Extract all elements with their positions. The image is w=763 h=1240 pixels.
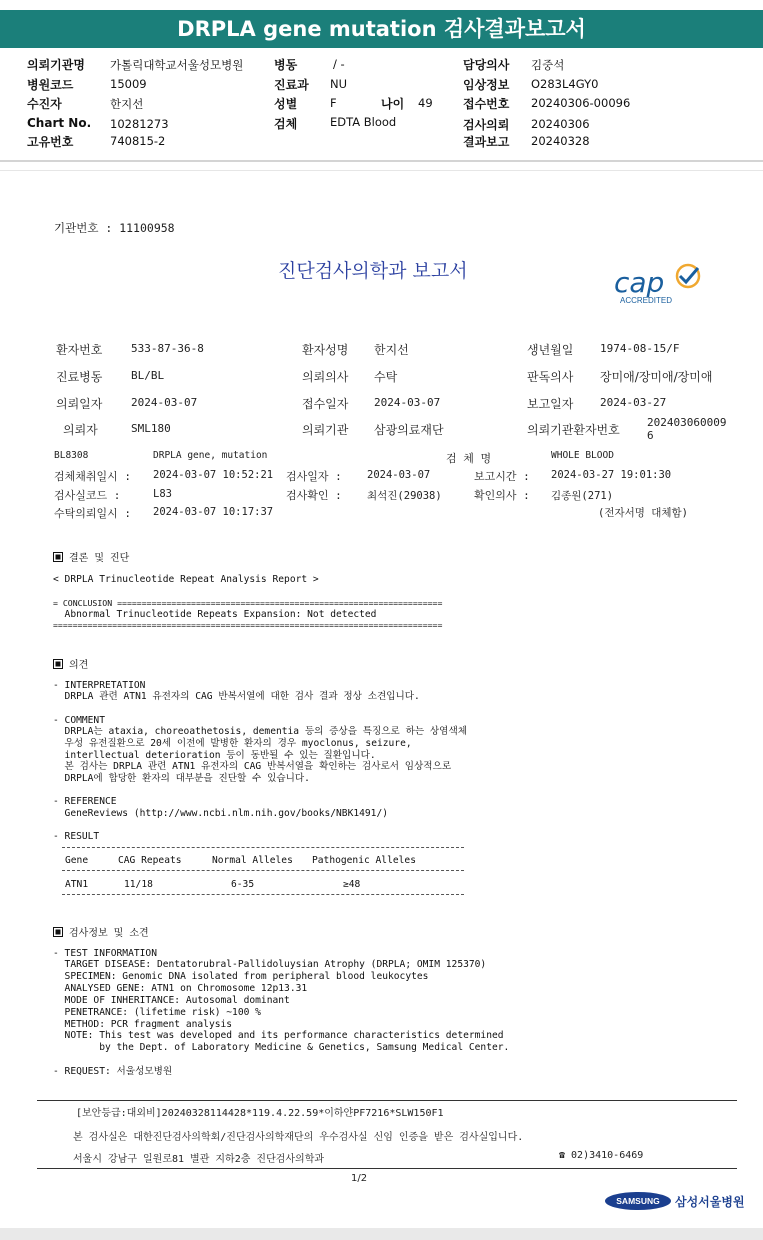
reference-link[interactable]: GeneReviews (http://www.ncbi.nlm.nih.gov/books/NBK1491/)	[53, 808, 389, 819]
value-test-request: 20240306	[531, 117, 590, 131]
footer-top-rule	[37, 1100, 737, 1101]
section-opinion	[53, 656, 88, 671]
value-confirm-doctor: 김종원(271)	[551, 490, 614, 502]
value-collect-time: 2024-03-07 10:52:21	[153, 469, 274, 481]
value-unique-no: 740815-2	[110, 134, 166, 148]
label-specimen-name: 검 체 명	[446, 452, 492, 465]
test-info-head: - TEST INFORMATION	[53, 948, 157, 959]
square-bullet-icon	[53, 659, 63, 669]
bottom-bar	[0, 1228, 763, 1240]
test-info-line: METHOD: PCR fragment analysis	[53, 1019, 233, 1030]
value-specimen: EDTA Blood	[330, 115, 397, 129]
value-birth-date: 1974-08-15/F	[600, 342, 680, 355]
label-receipt-date: 접수일자	[302, 397, 349, 411]
address-line: 서울시 강남구 일원로81 별관 지하2층 진단검사의학과	[73, 1154, 325, 1165]
report-heading: 진단검사의학과 보고서	[278, 260, 468, 282]
samsung-logo	[605, 1190, 745, 1214]
value-test-date: 2024-03-07	[367, 469, 431, 481]
value-sex: F	[330, 96, 337, 110]
section-result-title: 결론 및 진단	[69, 553, 130, 564]
table-cell-cag: 11/18	[124, 879, 153, 890]
value-report-time: 2024-03-27 19:01:30	[551, 469, 672, 481]
comment-line: 본 검사는 DRPLA 관련 ATN1 유전자의 CAG 반복서열을 확인하는 검사로서 임상적으로	[53, 761, 452, 772]
value-patient-no: 533-87-36-8	[131, 342, 204, 355]
label-ward: 병동	[274, 58, 298, 72]
table-cell-pathogenic: ≥48	[343, 879, 361, 890]
cap-sub: ACCREDITED	[620, 296, 673, 305]
label-test-date: 검사일자 :	[286, 470, 342, 483]
label-requesting-institution: 의뢰기관명	[27, 58, 85, 72]
footer-bottom-rule	[37, 1168, 737, 1169]
value-result-report: 20240328	[531, 134, 590, 148]
table-header-gene: Gene	[65, 855, 89, 866]
value-patient: 한지선	[110, 97, 144, 111]
section-result-diagnosis	[53, 549, 129, 564]
label-hospital-code: 병원코드	[27, 78, 74, 92]
conclusion-head: = CONCLUSION ==================================================================	[53, 598, 443, 608]
page-number: 1/2	[351, 1173, 368, 1184]
label-specimen: 검체	[274, 117, 298, 131]
section-opinion-title: 의견	[69, 660, 89, 671]
test-name: DRPLA gene, mutation	[153, 450, 268, 461]
value-requesting-institution: 가톨릭대학교서울성모병원	[110, 58, 244, 72]
square-bullet-icon	[53, 927, 63, 937]
value-patient-name: 한지선	[374, 343, 409, 357]
label-patient-no: 환자번호	[56, 343, 103, 357]
section-test-info-title: 검사정보 및 소견	[69, 928, 149, 939]
table-header-pathogenic: Pathogenic Alleles	[312, 855, 416, 866]
interpretation-text: DRPLA 관련 ATN1 유전자의 CAG 반복서열에 대한 검사 결과 정상 소견입니다.	[53, 691, 420, 702]
table-cell-gene: ATN1	[65, 879, 89, 890]
label-reading-doctor: 판독의사	[527, 370, 574, 384]
report-top-border	[0, 170, 763, 171]
label-lab-code: 검사실코드 :	[54, 489, 121, 502]
label-collect-time: 검체채취일시 :	[54, 470, 132, 483]
value-chart-no: 10281273	[110, 117, 169, 131]
label-test-confirm: 검사확인 :	[286, 489, 342, 502]
conclusion-text: Abnormal Trinucleotide Repeats Expansion: Not detected	[53, 609, 377, 620]
institution-number: 기관번호 : 11100958	[54, 221, 175, 235]
square-bullet-icon	[53, 552, 63, 562]
comment-head: - COMMENT	[53, 715, 105, 726]
phone-line: ☎ 02)3410-6469	[559, 1150, 644, 1161]
label-confirm-doctor: 확인의사 :	[474, 489, 530, 502]
label-doctor: 담당의사	[463, 58, 510, 72]
label-requesting-doctor: 의뢰의사	[302, 370, 349, 384]
table-rule	[62, 870, 464, 871]
report-title: DRPLA gene mutation 검사결과보고서	[0, 10, 763, 48]
value-org-patient-no: 202403060009	[647, 416, 727, 429]
value-doctor: 김중석	[531, 58, 565, 72]
value-requester: SML180	[131, 422, 171, 435]
section-test-info	[53, 924, 149, 939]
test-info-line: MODE OF INHERITANCE: Autosomal dominant	[53, 995, 290, 1006]
label-clinical-info: 임상정보	[463, 78, 510, 92]
certification-line: 본 검사실은 대한진단검사의학회/진단검사의학재단의 우수검사실 신임 인증을 받은 검사실입니다.	[73, 1132, 524, 1143]
value-received-time: 2024-03-07 10:17:37	[153, 506, 274, 518]
label-age: 나이	[381, 97, 405, 111]
test-info-line: SPECIMEN: Genomic DNA isolated from peripheral blood leukocytes	[53, 971, 429, 982]
value-receipt-no: 20240306-00096	[531, 96, 631, 110]
label-request-date: 의뢰일자	[56, 397, 103, 411]
label-org-patient-no: 의뢰기관환자번호	[527, 423, 620, 437]
value-lab-code: L83	[153, 488, 172, 500]
label-receipt-no: 접수번호	[463, 97, 510, 111]
test-info-line: ANALYSED GENE: ATN1 on Chromosome 12p13.31	[53, 983, 308, 994]
result-head: - RESULT	[53, 831, 100, 842]
label-received-time: 수탁의뢰일시 :	[54, 507, 132, 520]
comment-line: DRPLA는 ataxia, choreoathetosis, dementia 등의 증상을 특징으로 하는 상염색체	[53, 726, 467, 737]
header-separator	[0, 160, 763, 162]
value-report-date: 2024-03-27	[600, 396, 667, 409]
esign-note: (전자서명 대체함)	[598, 507, 688, 519]
conclusion-end: ===============================================================================	[53, 620, 443, 630]
value-hospital-code: 15009	[110, 77, 147, 91]
test-info-line: PENETRANCE: (lifetime risk) ~100 %	[53, 1007, 261, 1018]
test-info-line: TARGET DISEASE: Dentatorubral-Pallidoluysian Atrophy (DRPLA; OMIM 125370)	[53, 959, 487, 970]
label-patient-name: 환자성명	[302, 343, 349, 357]
value-specimen-name: WHOLE BLOOD	[551, 450, 614, 461]
label-department: 진료과	[274, 78, 309, 92]
label-report-time: 보고시간 :	[474, 470, 530, 483]
test-info-line: NOTE: This test was developed and its performance characteristics determined	[53, 1030, 504, 1041]
hospital-name: 삼성서울병원	[675, 1195, 745, 1209]
value-requesting-doctor: 수탁	[374, 370, 398, 384]
label-chart-no: Chart No.	[27, 116, 92, 130]
test-code: BL8308	[54, 450, 89, 461]
test-info-line: by the Dept. of Laboratory Medicine & Genetics, Samsung Medical Center.	[53, 1042, 510, 1053]
security-line: [보안등급:대외비]20240328114428*119.4.22.59*이하얀PF7216*SLW150F1	[76, 1108, 444, 1119]
label-unique-no: 고유번호	[27, 135, 74, 149]
comment-line: DRPLA에 합당한 환자의 대부분을 진단할 수 있습니다.	[53, 773, 310, 784]
value-reading-doctor: 장미애/장미애/장미애	[600, 370, 713, 384]
label-report-date: 보고일자	[527, 397, 574, 411]
table-rule	[62, 847, 464, 848]
label-requesting-org: 의뢰기관	[302, 423, 349, 437]
comment-line: 우성 유전질환으로 20세 이전에 발병한 환자의 경우 myoclonus, seizure,	[53, 738, 412, 749]
label-requester: 의뢰자	[63, 423, 98, 437]
samsung-badge: SAMSUNG	[605, 1192, 671, 1210]
reference-head: - REFERENCE	[53, 796, 117, 807]
report-name: < DRPLA Trinucleotide Repeat Analysis Report >	[53, 574, 319, 585]
label-birth-date: 생년월일	[527, 343, 574, 357]
label-test-request: 검사의뢰	[463, 118, 510, 132]
table-header-cag: CAG Repeats	[118, 855, 182, 866]
label-ward-dept: 진료병동	[56, 370, 103, 384]
value-org-patient-no-cont: 6	[647, 429, 654, 442]
cap-text: cap	[614, 266, 665, 299]
comment-line: interllectual deterioration 등이 동반될 수 있는 질환입니다.	[53, 750, 376, 761]
table-header-normal: Normal Alleles	[212, 855, 293, 866]
label-sex: 성별	[274, 97, 298, 111]
table-rule	[62, 894, 464, 895]
label-result-report: 결과보고	[463, 135, 510, 149]
value-requesting-org: 삼광의료재단	[374, 423, 444, 437]
value-receipt-date: 2024-03-07	[374, 396, 441, 409]
value-request-date: 2024-03-07	[131, 396, 198, 409]
value-age: 49	[418, 96, 433, 110]
value-ward-dept: BL/BL	[131, 369, 165, 382]
value-department: NU	[330, 77, 348, 91]
cap-accredited-logo	[612, 262, 712, 308]
interpretation-head: - INTERPRETATION	[53, 680, 146, 691]
request-line: - REQUEST: 서울성모병원	[53, 1066, 173, 1077]
label-patient: 수진자	[27, 97, 62, 111]
table-cell-normal: 6-35	[231, 879, 255, 890]
value-test-confirm: 최석진(29038)	[367, 490, 442, 502]
value-clinical-info: O283L4GY0	[531, 77, 599, 91]
value-ward: / -	[333, 57, 345, 71]
